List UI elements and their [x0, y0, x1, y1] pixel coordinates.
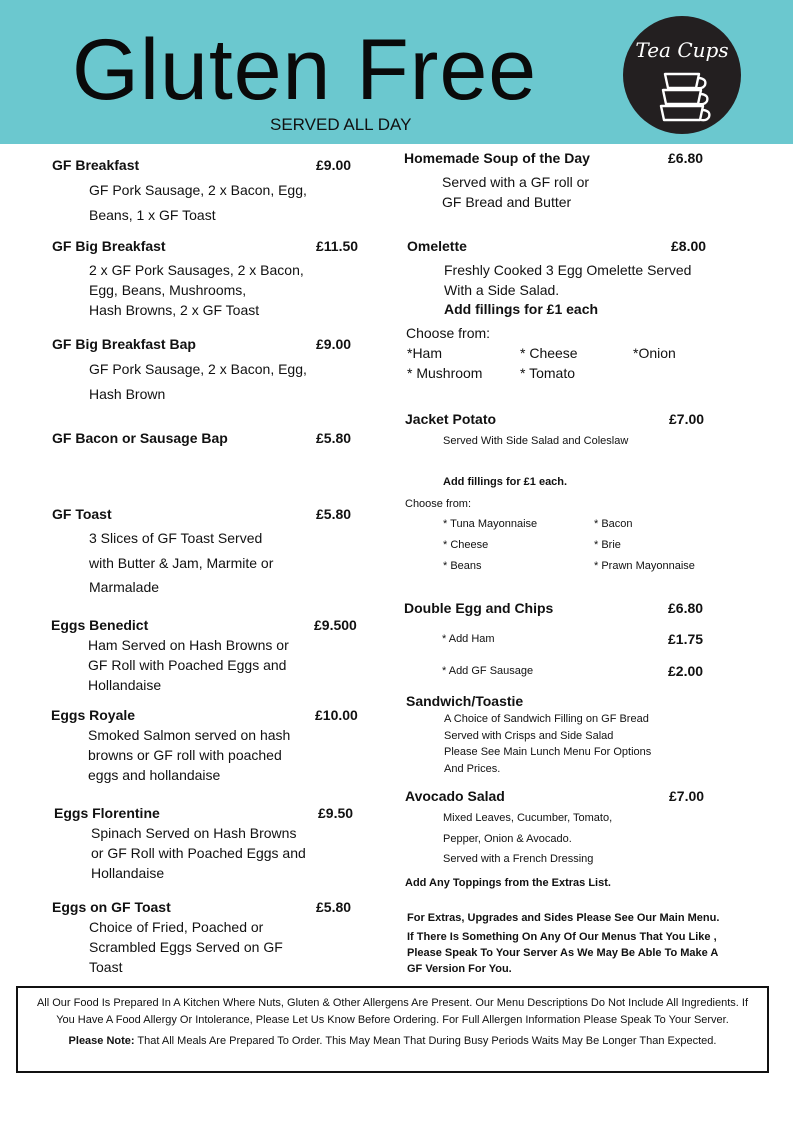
please-note-label: Please Note:	[68, 1035, 135, 1047]
item-desc-eggs-royale	[88, 725, 290, 785]
item-name-eggs-on-gf-toast: Eggs on GF Toast	[52, 899, 171, 915]
desc-line: Served with a GF roll or	[442, 174, 590, 190]
desc-line: Scrambled Eggs Served on GF	[89, 939, 283, 955]
extra-price-ham: £1.75	[668, 631, 704, 647]
desc-line: Ham Served on Hash Browns or	[88, 637, 289, 653]
omelette-filling: * Tomato	[520, 365, 575, 381]
item-price-gf-big-breakfast: £11.50	[316, 238, 359, 254]
item-name-avocado-salad: Avocado Salad	[405, 788, 505, 804]
note-line: Please Speak To Your Server As We May Be Able To Make A	[407, 947, 719, 959]
item-price-avocado-salad: £7.00	[669, 788, 705, 804]
desc-line: Spinach Served on Hash Browns	[91, 825, 297, 841]
item-price-jacket-potato: £7.00	[669, 411, 705, 427]
desc-line: or GF Roll with Poached Eggs and	[91, 845, 306, 861]
item-name-eggs-royale: Eggs Royale	[51, 707, 136, 723]
item-desc-sandwich-toastie	[444, 711, 651, 778]
jacket-filling: * Brie	[594, 539, 621, 551]
item-desc-gf-big-breakfast-bap	[89, 357, 307, 406]
stacked-teacups-icon	[623, 16, 741, 134]
desc-line: GF Roll with Poached Eggs and	[88, 657, 287, 673]
extra-label-gf-sausage: * Add GF Sausage	[442, 665, 534, 677]
omelette-filling: * Mushroom	[407, 365, 483, 381]
desc-line: 2 x GF Pork Sausages, 2 x Bacon,	[89, 262, 304, 278]
omelette-filling: *Ham	[407, 345, 443, 361]
item-price-gf-breakfast: £9.00	[316, 157, 352, 173]
desc-line: Marmalade	[89, 579, 160, 595]
item-name-eggs-florentine: Eggs Florentine	[54, 805, 160, 821]
desc-line: with Butter & Jam, Marmite or	[89, 554, 274, 571]
desc-line: Please See Main Lunch Menu For Options	[444, 746, 652, 759]
desc-line: GF Pork Sausage, 2 x Bacon, Egg,	[89, 361, 307, 377]
extra-price-gf-sausage: £2.00	[668, 663, 704, 679]
item-price-gf-bacon-sausage-bap: £5.80	[316, 430, 352, 446]
item-price-soup: £6.80	[668, 150, 704, 166]
gf-version-note	[407, 929, 718, 977]
desc-line: Freshly Cooked 3 Egg Omelette Served	[444, 262, 692, 278]
avocado-toppings-note: Add Any Toppings from the Extras List.	[405, 877, 611, 889]
item-price-double-egg-chips: £6.80	[668, 600, 704, 616]
item-desc-gf-toast	[89, 526, 273, 600]
desc-line: browns or GF roll with poached	[88, 747, 282, 763]
extras-note: For Extras, Upgrades and Sides Please See Our Main Menu.	[407, 912, 720, 924]
omelette-fillings-note: Add fillings for £1 each	[444, 301, 599, 317]
desc-line: Mixed Leaves, Cucumber, Tomato,	[443, 812, 613, 824]
jacket-filling: * Prawn Mayonnaise	[594, 560, 695, 572]
item-name-soup: Homemade Soup of the Day	[404, 150, 590, 166]
desc-line: And Prices.	[444, 763, 501, 776]
item-desc-eggs-on-gf-toast	[89, 917, 283, 977]
desc-line: Smoked Salmon served on hash	[88, 727, 291, 743]
desc-line: Hollandaise	[91, 865, 165, 881]
item-name-gf-bacon-sausage-bap: GF Bacon or Sausage Bap	[52, 430, 228, 446]
desc-line: Pepper, Onion & Avocado.	[443, 832, 572, 845]
omelette-filling: * Cheese	[520, 345, 578, 361]
item-price-gf-big-breakfast-bap: £9.00	[316, 336, 352, 352]
item-desc-eggs-benedict	[88, 635, 289, 695]
jacket-fillings-note: Add fillings for £1 each.	[443, 476, 568, 488]
extra-label-ham: * Add Ham	[442, 633, 495, 645]
omelette-choose-label: Choose from:	[406, 325, 491, 341]
desc-line: Hash Browns, 2 x GF Toast	[89, 302, 260, 318]
desc-line: 3 Slices of GF Toast Served	[89, 530, 263, 546]
item-name-gf-toast: GF Toast	[52, 506, 112, 522]
desc-line: With a Side Salad.	[444, 282, 560, 298]
desc-line: Hollandaise	[88, 677, 162, 693]
item-price-eggs-royale: £10.00	[315, 707, 358, 723]
item-price-eggs-florentine: £9.50	[318, 805, 354, 821]
note-line: GF Version For You.	[407, 963, 512, 975]
jacket-filling: * Tuna Mayonnaise	[443, 518, 538, 530]
item-name-gf-breakfast: GF Breakfast	[52, 157, 140, 173]
page-subtitle: SERVED ALL DAY	[270, 115, 412, 134]
item-desc-gf-breakfast	[89, 178, 307, 227]
please-note-line	[30, 1033, 755, 1050]
item-price-gf-toast: £5.80	[316, 506, 352, 522]
item-name-double-egg-chips: Double Egg and Chips	[404, 600, 554, 616]
allergen-disclaimer-text: All Our Food Is Prepared In A Kitchen Where Nuts, Gluten & Other Allergens Are Present. Our Menu Descriptions Do Not Include All Ingredients. If You Have A Food Allergy Or Intolerance, Please Let Us Know Before Ordering. For Full Allergen Information Please Speak To Your Server.	[36, 997, 749, 1026]
desc-line: Served with a French Dressing	[443, 853, 594, 865]
item-name-omelette: Omelette	[407, 238, 467, 254]
item-desc-eggs-florentine	[91, 823, 306, 883]
item-desc-jacket-potato: Served With Side Salad and Coleslaw	[443, 435, 629, 447]
item-desc-soup	[442, 172, 589, 212]
allergen-disclaimer-box	[16, 986, 769, 1073]
item-price-eggs-on-gf-toast: £5.80	[316, 899, 352, 915]
desc-line: A Choice of Sandwich Filling on GF Bread	[444, 713, 649, 725]
item-name-eggs-benedict: Eggs Benedict	[51, 617, 149, 633]
item-desc-omelette	[444, 260, 691, 300]
note-line: If There Is Something On Any Of Our Menus That You Like ,	[407, 931, 717, 943]
desc-line: GF Bread and Butter	[442, 194, 572, 210]
item-price-eggs-benedict: £9.500	[314, 617, 357, 633]
logo-text: Tea Cups	[635, 38, 729, 62]
desc-line: Toast	[89, 959, 123, 975]
page-title: Gluten Free	[72, 22, 538, 118]
jacket-choose-label: Choose from:	[405, 498, 472, 510]
desc-line: Served with Crisps and Side Salad	[444, 729, 614, 742]
desc-line: Egg, Beans, Mushrooms,	[89, 282, 247, 298]
please-note-text: That All Meals Are Prepared To Order. This May Mean That During Busy Periods Waits May Be Longer Than Expected.	[134, 1035, 717, 1047]
jacket-filling: * Bacon	[594, 518, 633, 530]
desc-line: Beans, 1 x GF Toast	[89, 206, 216, 223]
header-band	[0, 0, 793, 144]
item-desc-avocado-salad	[443, 808, 612, 870]
jacket-filling: * Beans	[443, 560, 482, 572]
item-name-gf-big-breakfast-bap: GF Big Breakfast Bap	[52, 336, 196, 352]
desc-line: eggs and hollandaise	[88, 767, 221, 783]
item-name-jacket-potato: Jacket Potato	[405, 411, 497, 427]
tea-cups-logo	[623, 16, 741, 134]
omelette-filling: *Onion	[633, 345, 676, 361]
desc-line: GF Pork Sausage, 2 x Bacon, Egg,	[89, 182, 307, 198]
item-name-sandwich-toastie: Sandwich/Toastie	[406, 693, 524, 709]
desc-line: Choice of Fried, Poached or	[89, 919, 264, 935]
item-desc-gf-big-breakfast	[89, 260, 304, 320]
jacket-filling: * Cheese	[443, 539, 489, 551]
item-price-omelette: £8.00	[671, 238, 707, 254]
item-name-gf-big-breakfast: GF Big Breakfast	[52, 238, 166, 254]
desc-line: Hash Brown	[89, 385, 166, 402]
